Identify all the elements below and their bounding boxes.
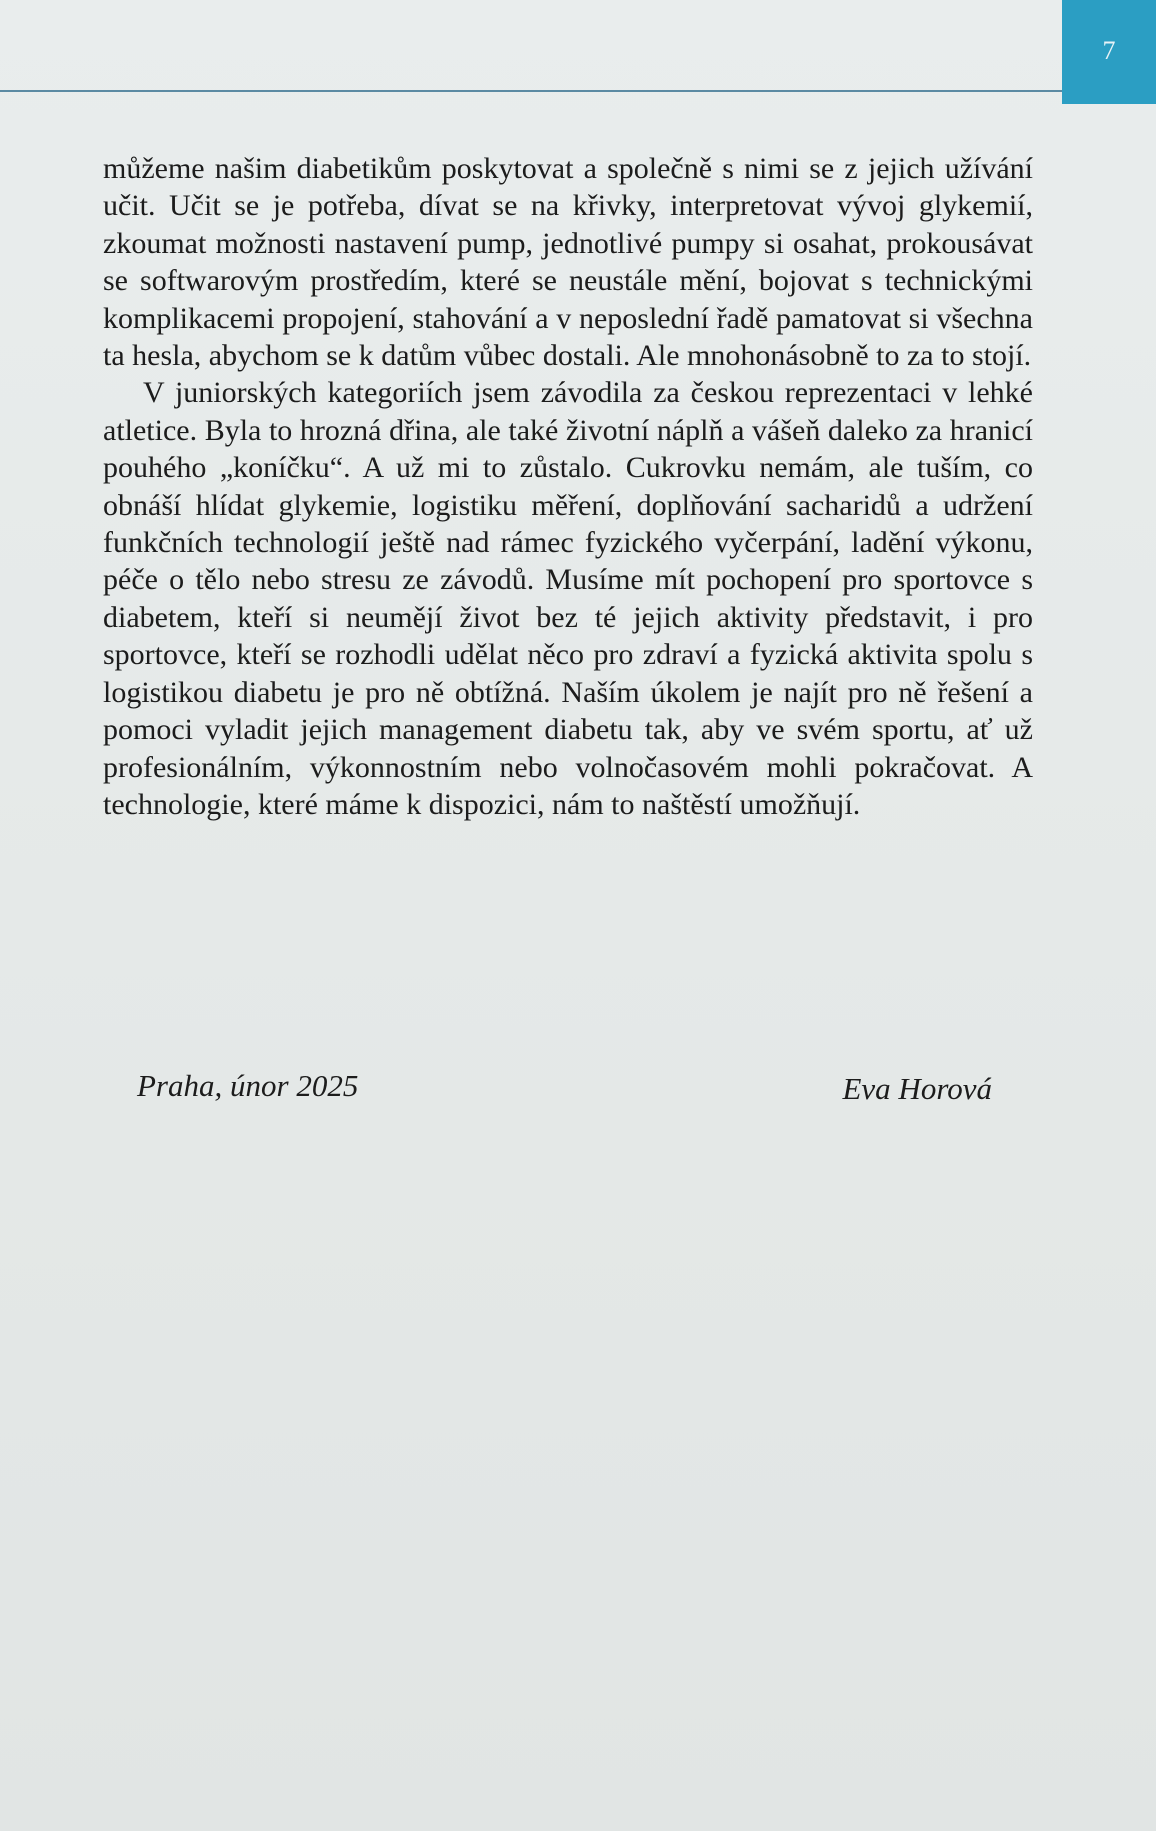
body-text	[103, 150, 1033, 823]
page-number-tab	[1062, 0, 1156, 104]
paragraph-2: V juniorských kategoriích jsem závodila za českou reprezentaci v lehké atletice. Byla to hrozná dřina, ale také životní náplň a vášeň daleko za hranicí pouhého „koníčku“. A už mi to zůstalo. Cukrovku nemám, ale tuším, co obnáší hlídat glykemie, logistiku měření, doplňování sacharidů a udržení funkčních technologií ještě nad rámec fyzického vyčerpání, ladění výkonu, péče o tělo nebo stresu ze závodů. Musíme mít pochopení pro sportovce s diabetem, kteří si neumějí život bez té jejich aktivity představit, i pro sportovce, kteří se rozhodli udělat něco pro zdraví a fyzická aktivita spolu s logistikou diabetu je pro ně obtížná. Naším úkolem je najít pro ně řešení a pomoci vyladit jejich management diabetu tak, aby ve svém sportu, ať už profesionálním, výkonnostním nebo volnočasovém mohli pokračovat. A technologie, které máme k dispozici, nám to naštěstí umožňují.	[103, 376, 1033, 821]
author-name: Eva Horová	[842, 1071, 992, 1106]
header-rule	[0, 90, 1062, 92]
place-and-date: Praha, únor 2025	[137, 1068, 359, 1103]
paragraph-1: můžeme našim diabetikům poskytovat a společně s nimi se z jejich užívání učit. Učit se je potřeba, dívat se na křivky, interpretovat vývoj glykemií, zkoumat možnosti nastavení pump, jednotlivé pumpy si osahat, prokousávat se softwarovým prostředím, které se neustále mění, bojovat s technickými komplikacemi propojení, stahování a v neposlední řadě pamatovat si všechna ta hesla, abychom se k datům vůbec dostali. Ale mnohonásobně to za to stojí.	[103, 152, 1033, 373]
page-number: 7	[1102, 36, 1116, 65]
